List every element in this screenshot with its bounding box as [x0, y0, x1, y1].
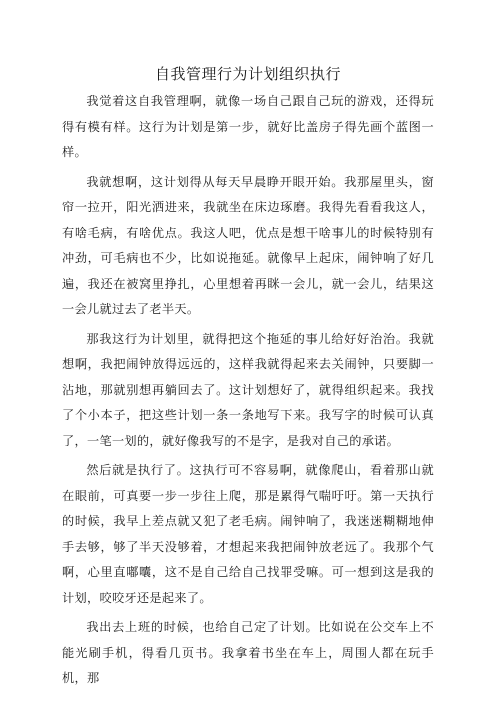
document-title: 自我管理行为计划组织执行	[154, 65, 341, 83]
paragraph-2: 我就想啊，这计划得从每天早晨睁开眼开始。我那屋里头，窗帘一拉开，阳光洒进来，我就坐在床边琢磨。我得先看看我这人，有啥毛病，有啥优点。我这人吧，优点是想干啥事儿的时候特别有冲劲，可毛病也不少，比如说拖延。就像早上起床，闹钟响了好几遍，我还在被窝里挣扎，心里想着再眯一会儿，就一会儿，结果这一会儿就过去了老半天。	[62, 174, 434, 316]
paragraph-5: 我出去上班的时候，也给自己定了计划。比如说在公交车上不能光刷手机，得看几页书。我拿着书坐在车上，周围人都在玩手机，那	[62, 620, 434, 685]
paragraph-4: 然后就是执行了。这执行可不容易啊，就像爬山，看着那山就在眼前，可真要一步一步往上爬，那是累得气喘吁吁。第一天执行的时候，我早上差点就又犯了老毛病。闹钟响了，我迷迷糊糊地伸手去够，够了半天没够着，才想起来我把闹钟放老远了。我那个气啊，心里直嘟囔，这不是自己给自己找罪受嘛。可一想到这是我的计划，咬咬牙还是起来了。	[62, 463, 434, 605]
paragraph-1: 我觉着这自我管理啊，就像一场自己跟自己玩的游戏，还得玩得有模有样。这行为计划是第一步，就好比盖房子得先画个蓝图一样。	[62, 94, 434, 159]
paragraph-3: 那我这行为计划里，就得把这个拖延的事儿给好好治治。我就想啊，我把闹钟放得远远的，这样我就得起来去关闹钟，只要脚一沾地，那就别想再躺回去了。这计划想好了，就得组织起来。我找了个小本子，把这些计划一条一条地写下来。我写字的时候可认真了，一笔一划的，就好像我写的不是字，是我对自己的承诺。	[62, 331, 434, 448]
document-body	[62, 63, 434, 696]
